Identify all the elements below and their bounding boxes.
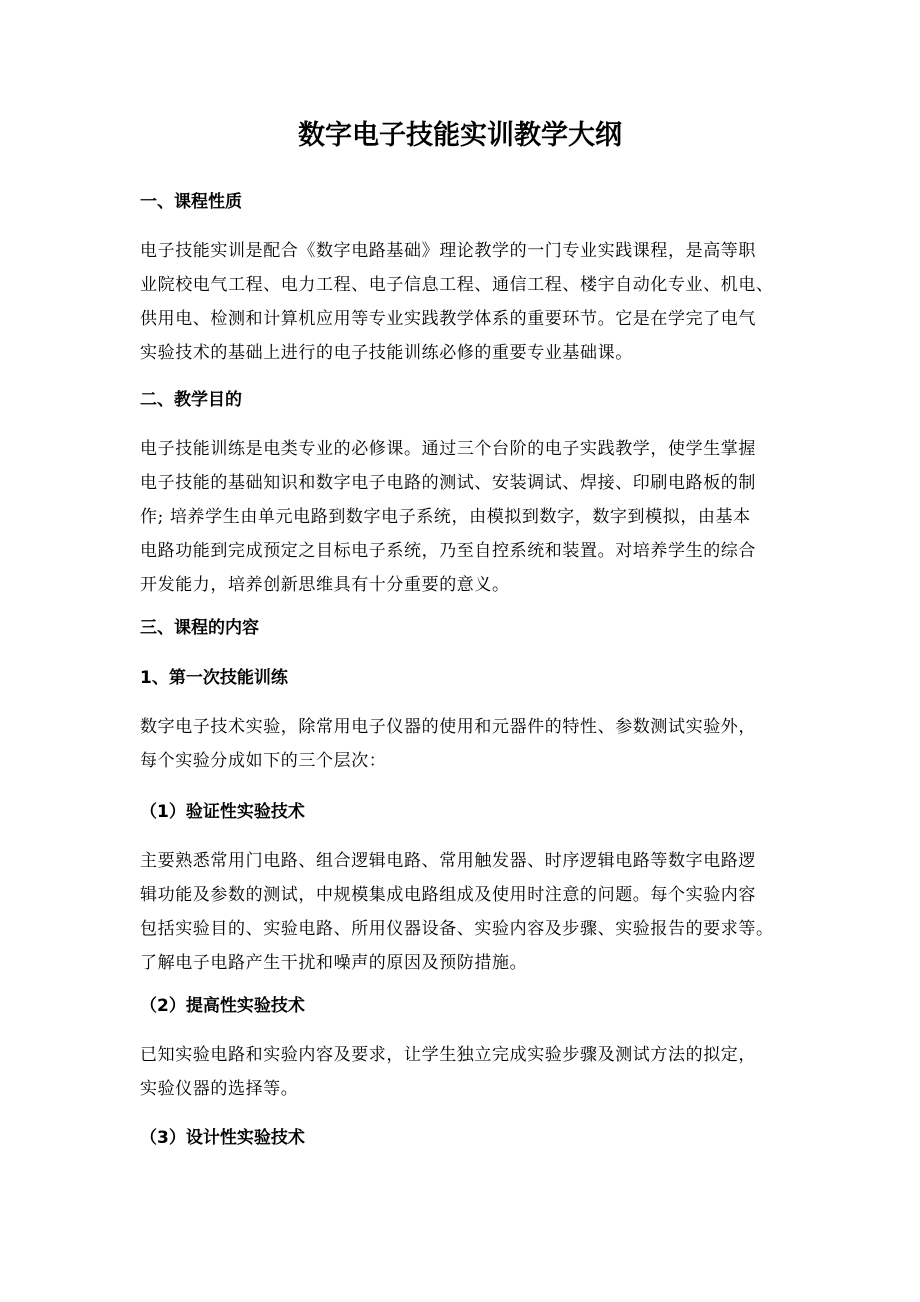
text-line: 包括实验目的、实验电路、所用仪器设备、实验内容及步骤、实验报告的要求等。	[140, 919, 774, 939]
text-line: 主要熟悉常用门电路、组合逻辑电路、常用触发器、时序逻辑电路等数字电路逻	[140, 851, 756, 871]
text-line: 每个实验分成如下的三个层次：	[140, 751, 387, 771]
item-heading-verification: （1）验证性实验技术	[140, 802, 305, 822]
text-line: 电子技能训练是电类专业的必修课。通过三个台阶的电子实践教学，使学生掌握	[140, 439, 756, 459]
text-line: 实验仪器的选择等。	[140, 1079, 299, 1099]
text-line: 了解电子电路产生干扰和噪声的原因及预防措施。	[140, 953, 528, 973]
text-line: 开发能力，培养创新思维具有十分重要的意义。	[140, 575, 510, 595]
subsection-heading-first-training: 1、第一次技能训练	[140, 668, 288, 688]
section-heading-teaching-purpose: 二、教学目的	[140, 390, 242, 410]
paragraph-teaching-purpose	[140, 432, 790, 602]
paragraph-first-training	[140, 710, 790, 778]
text-line: 已知实验电路和实验内容及要求，让学生独立完成实验步骤及测试方法的拟定，	[140, 1045, 756, 1065]
paragraph-advanced	[140, 1038, 790, 1106]
item-heading-design: （3）设计性实验技术	[140, 1128, 305, 1148]
paragraph-course-nature	[140, 234, 790, 370]
text-line: 供用电、检测和计算机应用等专业实践教学体系的重要环节。它是在学完了电气	[140, 309, 756, 329]
text-line: 辑功能及参数的测试，中规模集成电路组成及使用时注意的问题。每个实验内容	[140, 885, 756, 905]
text-line: 业院校电气工程、电力工程、电子信息工程、通信工程、楼宇自动化专业、机电、	[140, 275, 774, 295]
document-title: 数字电子技能实训教学大纲	[298, 120, 622, 151]
item-heading-advanced: （2）提高性实验技术	[140, 996, 305, 1016]
text-line: 电路功能到完成预定之目标电子系统，乃至自控系统和装置。对培养学生的综合	[140, 541, 756, 561]
text-line: 电子技能实训是配合《数字电路基础》理论教学的一门专业实践课程，是高等职	[140, 241, 756, 261]
text-line: 实验技术的基础上进行的电子技能训练必修的重要专业基础课。	[140, 343, 633, 363]
section-heading-course-nature: 一、课程性质	[140, 192, 242, 212]
section-heading-course-content: 三、课程的内容	[140, 618, 259, 638]
paragraph-verification	[140, 844, 790, 980]
text-line: 数字电子技术实验，除常用电子仪器的使用和元器件的特性、参数测试实验外，	[140, 717, 756, 737]
text-line: 作; 培养学生由单元电路到数字电子系统，由模拟到数字，数字到模拟，由基本	[140, 507, 751, 527]
text-line: 电子技能的基础知识和数字电子电路的测试、安装调试、焊接、印刷电路板的制	[140, 473, 756, 493]
